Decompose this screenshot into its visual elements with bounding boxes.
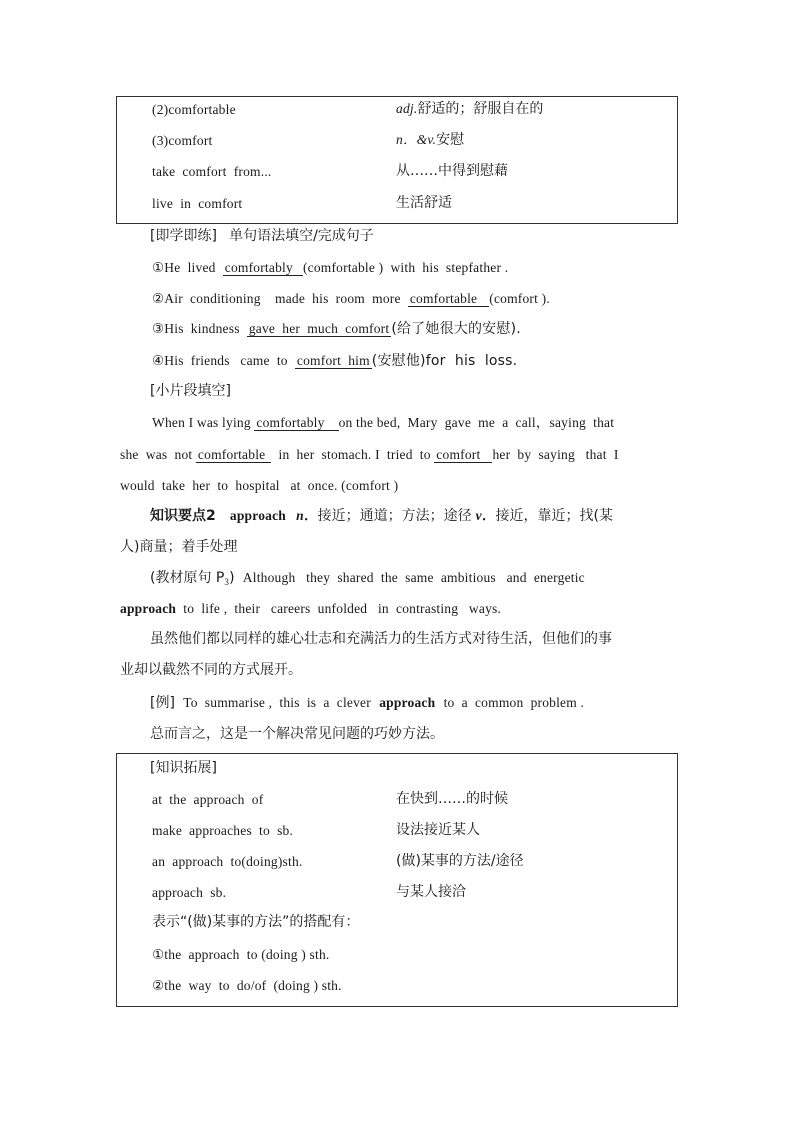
- table-row: make approaches to sb.: [152, 823, 294, 838]
- practice-q1: ①He lived comfortably (comfortable ) with his stepfather .: [152, 260, 509, 275]
- table-row: [152, 164, 272, 180]
- passage-line-1: When I was lying comfortably on the bed, Mary gave me a call，saying that: [152, 415, 615, 430]
- knowledge-extension-box: [116, 753, 678, 1007]
- source-line-2: approach to life , their careers unfolded in contrasting ways.: [120, 601, 502, 616]
- source-page: 3: [224, 577, 230, 587]
- term: live in comfort: [152, 196, 243, 211]
- term: take comfort from...: [152, 164, 272, 179]
- table-row: approach sb.: [152, 885, 227, 900]
- vocab-table-comfort: [116, 96, 678, 224]
- table-row: [152, 133, 212, 149]
- point-pos-v: v．: [475, 508, 496, 523]
- answer-blank: comfort him: [296, 353, 370, 368]
- extension-item-2: ②the way to do/of (doing ) sth.: [152, 978, 342, 993]
- table-row: [396, 195, 452, 211]
- pos: n．&v.: [396, 132, 437, 147]
- point-word: approach: [229, 508, 287, 523]
- passage-line-2: she was not comfortable in her stomach. I tried to comfort her by saying that I: [120, 447, 619, 462]
- extension-item-1: ①the approach to (doing ) sth.: [152, 947, 330, 962]
- point-def-v: 接近，靠近；找(某: [495, 508, 613, 524]
- passage-line-3: would take her to hospital at once. (comfort ): [120, 478, 399, 493]
- table-row: [396, 101, 543, 118]
- answer-blank: comfortable: [408, 292, 489, 307]
- table-row: (做)某事的方法/途径: [396, 853, 524, 869]
- table-row: at the approach of: [152, 792, 264, 807]
- gloss: 安慰: [436, 132, 465, 148]
- translation-2: 业却以截然不同的方式展开。: [120, 662, 302, 678]
- table-row: 设法接近某人: [396, 822, 480, 838]
- answer-blank: comfort: [434, 448, 492, 463]
- passage-heading: [小片段填空]: [150, 383, 231, 399]
- source-line-1: (教材原句 $P_3$) Although they shared the same ambitious and energetic: [150, 570, 585, 587]
- term: (2)comfortable: [152, 102, 236, 117]
- practice-tag: [即学即练]: [150, 228, 217, 244]
- point-def-cont: 人)商量；着手处理: [120, 539, 238, 555]
- practice-q4: ④His friends came to comfort him (安慰他)for his loss.: [152, 353, 518, 369]
- example-translation: 总而言之，这是一个解决常见问题的巧妙方法。: [150, 726, 444, 742]
- source-tag: (教材原句 P: [150, 570, 225, 586]
- table-row: an approach to(doing)sth.: [152, 854, 303, 869]
- approach-bold: approach: [120, 601, 177, 616]
- point-pos-n: n．: [296, 508, 318, 523]
- practice-title: 单句语法填空/完成句子: [229, 228, 374, 244]
- table-row: 与某人接洽: [396, 884, 466, 900]
- practice-heading: [150, 228, 374, 245]
- table-row: [396, 163, 508, 179]
- practice-q2: ②Air conditioning made his room more comfortable (comfort ).: [152, 291, 550, 306]
- extension-note: 表示“(做)某事的方法”的搭配有：: [152, 914, 360, 930]
- example-tag: [例]: [150, 695, 175, 711]
- answer-blank: gave her much comfort: [248, 321, 390, 336]
- point-def-n: 接近；通道；方法；途径: [317, 508, 472, 524]
- extension-heading: [知识拓展]: [150, 760, 217, 776]
- table-row: [396, 132, 464, 149]
- practice-q3: ③His kindness gave her much comfort (给了她很大的安慰).: [152, 321, 521, 337]
- answer-blank: comfortably: [223, 261, 303, 276]
- gloss: 舒适的；舒服自在的: [417, 101, 544, 117]
- table-row: 在快到……的时候: [396, 791, 508, 807]
- point-heading: [150, 508, 613, 525]
- term: (3)comfort: [152, 133, 213, 148]
- gloss: 生活舒适: [396, 195, 452, 211]
- answer-blank: comfortably: [254, 416, 338, 431]
- example-line: [例] To summarise , this is a clever approach to a common problem .: [150, 695, 585, 711]
- gloss: 从……中得到慰藉: [396, 163, 508, 179]
- translation-1: 虽然他们都以同样的雄心壮志和充满活力的生活方式对待生活，但他们的事: [150, 631, 612, 647]
- pos: adj.: [396, 101, 418, 116]
- answer-blank: comfortable: [196, 448, 271, 463]
- point-label: 知识要点2: [150, 508, 216, 524]
- table-row: [152, 196, 242, 212]
- table-row: [152, 102, 236, 118]
